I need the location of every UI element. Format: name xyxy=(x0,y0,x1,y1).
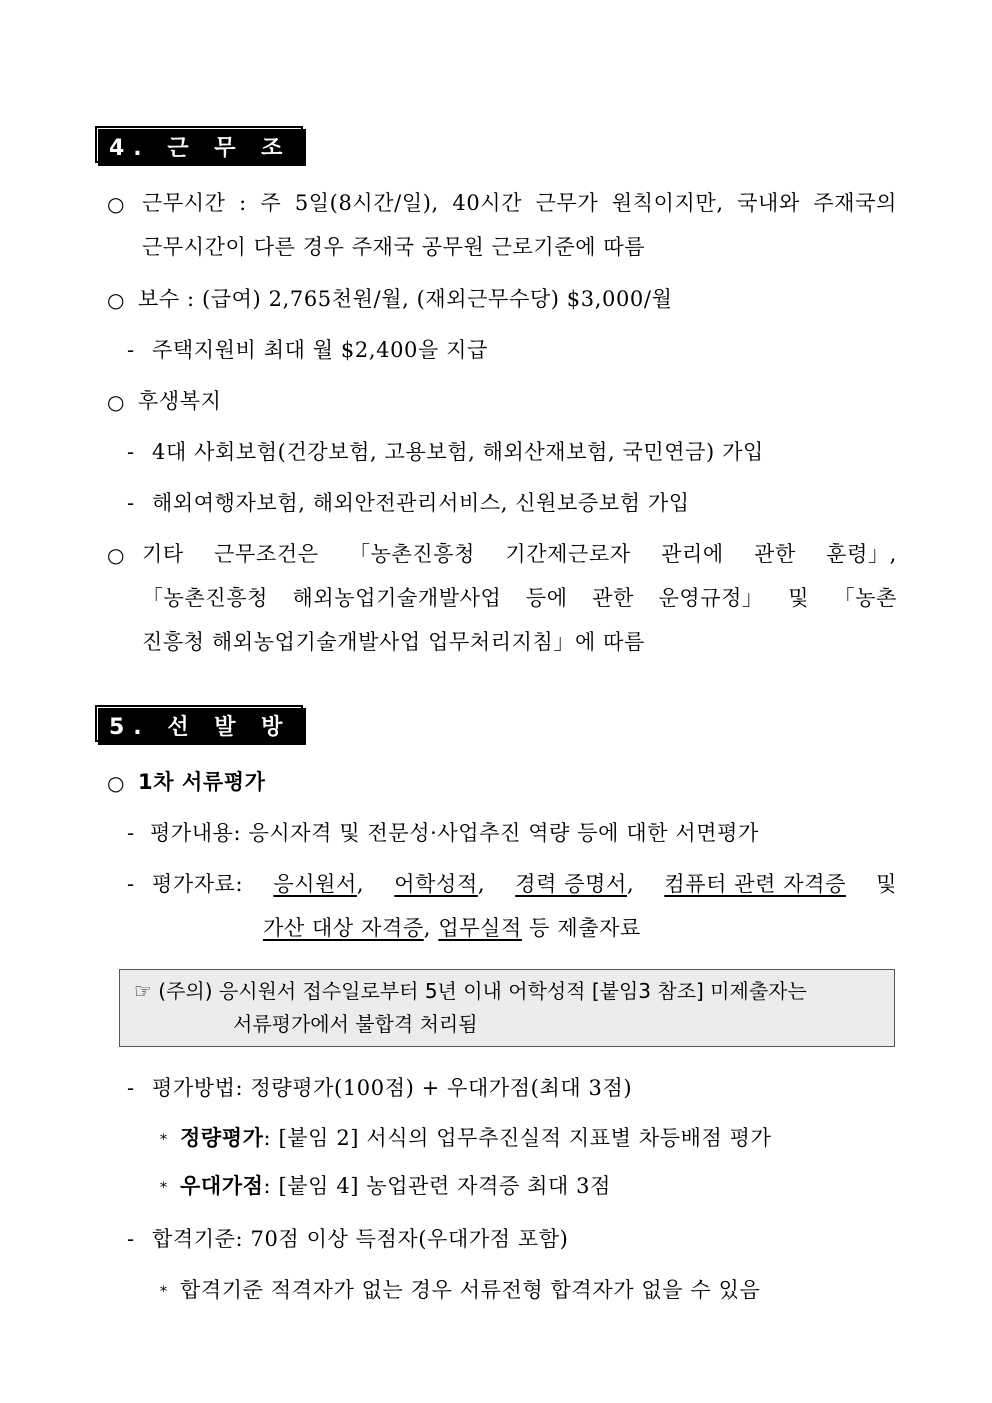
eval-method: 평가방법: 정량평가(100점) + 우대가점(최대 3점) xyxy=(152,1076,633,1100)
pass-criteria: 합격기준: 70점 이상 득점자(우대가점 포함) xyxy=(152,1227,569,1251)
other-line-2: 「농촌진흥청 해외농업기술개발사업 등에 관한 운영규정」 및 「농촌 xyxy=(142,586,897,610)
doc-computer-license: 컴퓨터 관련 자격증 xyxy=(664,872,846,896)
eval-docs-line-1: 평가자료: 응시원서, 어학성적, 경력 증명서, 컴퓨터 관련 자격증 및 xyxy=(152,872,897,896)
eval-docs-line-2: 가산 대상 자격증, 업무실적 등 제출자료 xyxy=(263,916,641,940)
eval-content: 평가내용: 응시자격 및 전문성·사업추진 역량 등에 대한 서면평가 xyxy=(150,821,759,845)
preference-label: 우대가점 xyxy=(180,1174,264,1198)
dash: - xyxy=(127,1227,135,1251)
quant-eval-line: 정량평가: [붙임 2] 서식의 업무추진실적 지표별 차등배점 평가 xyxy=(180,1126,772,1150)
bullet-circle: ○ xyxy=(107,192,125,216)
other-line-1: 기타 근무조건은 「농촌진흥청 기간제근로자 관리에 관한 훈령」, xyxy=(142,542,897,566)
pointing-hand-icon: ☞ xyxy=(134,979,152,1003)
dash: - xyxy=(127,338,135,362)
dash: - xyxy=(127,872,135,896)
section-4-heading-text: 4. 근 무 조 건 xyxy=(109,136,292,192)
quant-eval-label: 정량평가 xyxy=(180,1126,264,1150)
round-1-title: 1차 서류평가 xyxy=(138,770,266,794)
section-4-heading xyxy=(95,126,303,192)
bullet-circle: ○ xyxy=(107,288,125,312)
other-line-3: 진흥청 해외농업기술개발사업 업무처리지침」에 따름 xyxy=(142,630,645,654)
dash: - xyxy=(127,821,135,845)
star-bullet: * xyxy=(160,1284,168,1300)
preference-line: 우대가점: [붙임 4] 농업관련 자격증 최대 3점 xyxy=(180,1174,612,1198)
star-bullet: * xyxy=(160,1180,168,1196)
welfare-sub-1: 4대 사회보험(건강보험, 고용보험, 해외산재보험, 국민연금) 가입 xyxy=(152,440,764,464)
pay-line: 보수 : (급여) 2,765천원/월, (재외근무수당) $3,000/월 xyxy=(138,287,673,311)
dash: - xyxy=(127,491,135,515)
dash: - xyxy=(127,440,135,464)
bullet-circle: ○ xyxy=(107,543,125,567)
bullet-circle: ○ xyxy=(107,771,125,795)
bullet-circle: ○ xyxy=(107,390,125,414)
section-5-heading-text: 5. 선 발 방 법 xyxy=(109,715,292,771)
doc-language-score: 어학성적 xyxy=(394,872,478,896)
notice-line-2: 서류평가에서 불합격 처리됨 xyxy=(233,1012,478,1036)
welfare-line: 후생복지 xyxy=(138,389,222,413)
hours-line-2: 근무시간이 다른 경우 주재국 공무원 근로기준에 따름 xyxy=(142,235,646,259)
welfare-sub-2: 해외여행자보험, 해외안전관리서비스, 신원보증보험 가입 xyxy=(152,491,690,515)
pass-note: 합격기준 적격자가 없는 경우 서류전형 합격자가 없을 수 있음 xyxy=(180,1278,761,1302)
hours-line-1: 근무시간 : 주 5일(8시간/일), 40시간 근무가 원칙이지만, 국내와 주재국의 xyxy=(142,191,897,215)
section-5-heading xyxy=(95,705,303,771)
doc-bonus-license: 가산 대상 자격증 xyxy=(263,916,424,940)
pay-sub-line: 주택지원비 최대 월 $2,400을 지급 xyxy=(152,338,488,362)
dash: - xyxy=(127,1076,135,1100)
notice-line-1: (주의) 응시원서 접수일로부터 5년 이내 어학성적 [붙임3 참조] 미제출자는 xyxy=(158,979,807,1003)
star-bullet: * xyxy=(160,1132,168,1148)
doc-career-certificate: 경력 증명서 xyxy=(515,872,627,896)
doc-application: 응시원서 xyxy=(273,872,357,896)
doc-work-record: 업무실적 xyxy=(438,916,522,940)
notice-box xyxy=(119,969,895,1047)
